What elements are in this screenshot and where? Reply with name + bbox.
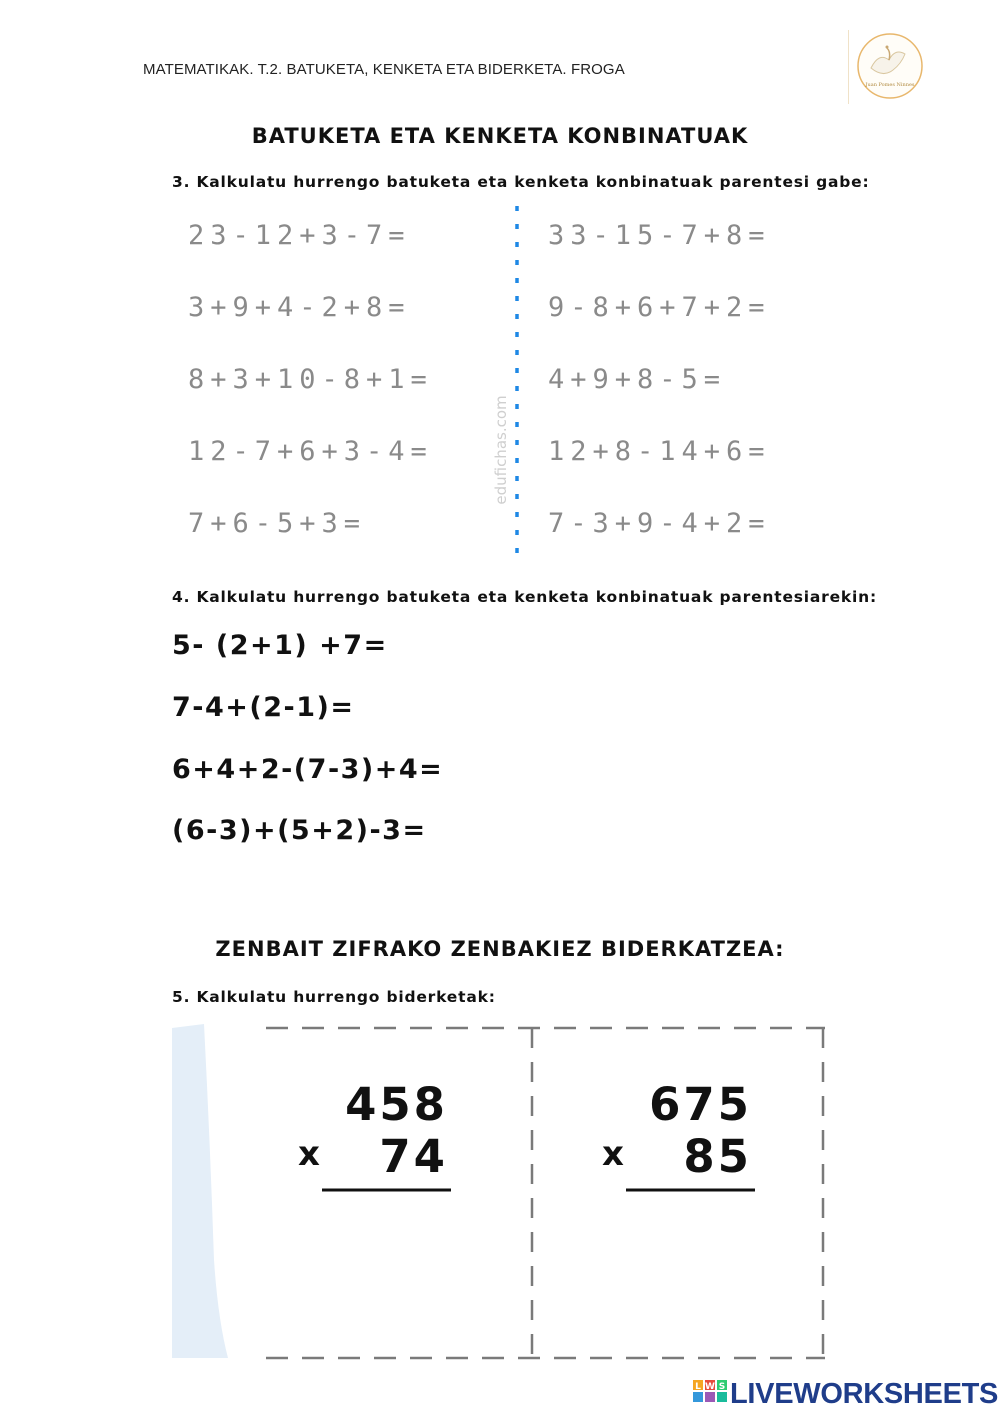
problem-right-3: 4+9+8-5= xyxy=(548,364,727,395)
problem-right-5: 7-3+9-4+2= xyxy=(548,508,771,539)
instruction-4: 4. Kalkulatu hurrengo batuketa eta kenketa konbinatuak parentesiarekin: xyxy=(172,588,877,606)
paren-problem-4: (6-3)+(5+2)-3= xyxy=(172,815,427,846)
svg-text:S: S xyxy=(718,1382,726,1392)
svg-text:W: W xyxy=(705,1382,715,1392)
document-header: MATEMATIKAK. T.2. BATUKETA, KENKETA ETA BIDERKETA. FROGA xyxy=(143,61,625,78)
problem-right-1: 33-15-7+8= xyxy=(548,220,771,251)
problem-right-4: 12+8-14+6= xyxy=(548,436,771,467)
mult2-bottom: 85 xyxy=(683,1130,752,1183)
instruction-5: 5. Kalkulatu hurrengo biderketak: xyxy=(172,988,496,1006)
watermark-text: edufichas.com xyxy=(492,395,510,505)
problem-left-4: 12-7+6+3-4= xyxy=(188,436,433,467)
problem-left-1: 23-12+3-7= xyxy=(188,220,411,251)
mult2-times-sign: x xyxy=(602,1134,624,1174)
swan-logo-icon xyxy=(849,30,931,104)
paren-problem-2: 7-4+(2-1)= xyxy=(172,692,355,723)
school-logo xyxy=(848,30,931,104)
problem-left-2: 3+9+4-2+8= xyxy=(188,292,411,323)
multiplication-box xyxy=(170,1020,840,1365)
problem-left-5: 7+6-5+3= xyxy=(188,508,367,539)
problem-left-3: 8+3+10-8+1= xyxy=(188,364,433,395)
problem-right-2: 9-8+6+7+2= xyxy=(548,292,771,323)
liveworksheets-logo-icon xyxy=(692,1378,728,1410)
liveworksheets-text: LIVEWORKSHEETS xyxy=(730,1377,999,1410)
mult1-times-sign: x xyxy=(298,1134,320,1174)
logo-name: Juan Pomes Ninnes xyxy=(865,82,915,88)
paren-problem-1: 5- (2+1) +7= xyxy=(172,630,388,661)
mult1-top: 458 xyxy=(345,1078,448,1131)
svg-text:L: L xyxy=(695,1382,701,1392)
paren-problem-3: 6+4+2-(7-3)+4= xyxy=(172,754,444,785)
instruction-3: 3. Kalkulatu hurrengo batuketa eta kenketa konbinatuak parentesi gabe: xyxy=(172,173,870,191)
mult2-top: 675 xyxy=(649,1078,752,1131)
section-title-multiplication: ZENBAIT ZIFRAKO ZENBAKIEZ BIDERKATZEA: xyxy=(215,937,785,961)
liveworksheets-branding[interactable] xyxy=(692,1376,998,1412)
mult1-bottom: 74 xyxy=(379,1130,448,1183)
multiplication-frame xyxy=(170,1020,840,1365)
column-divider xyxy=(513,206,521,556)
section-title-combined: BATUKETA ETA KENKETA KONBINATUAK xyxy=(251,124,749,148)
